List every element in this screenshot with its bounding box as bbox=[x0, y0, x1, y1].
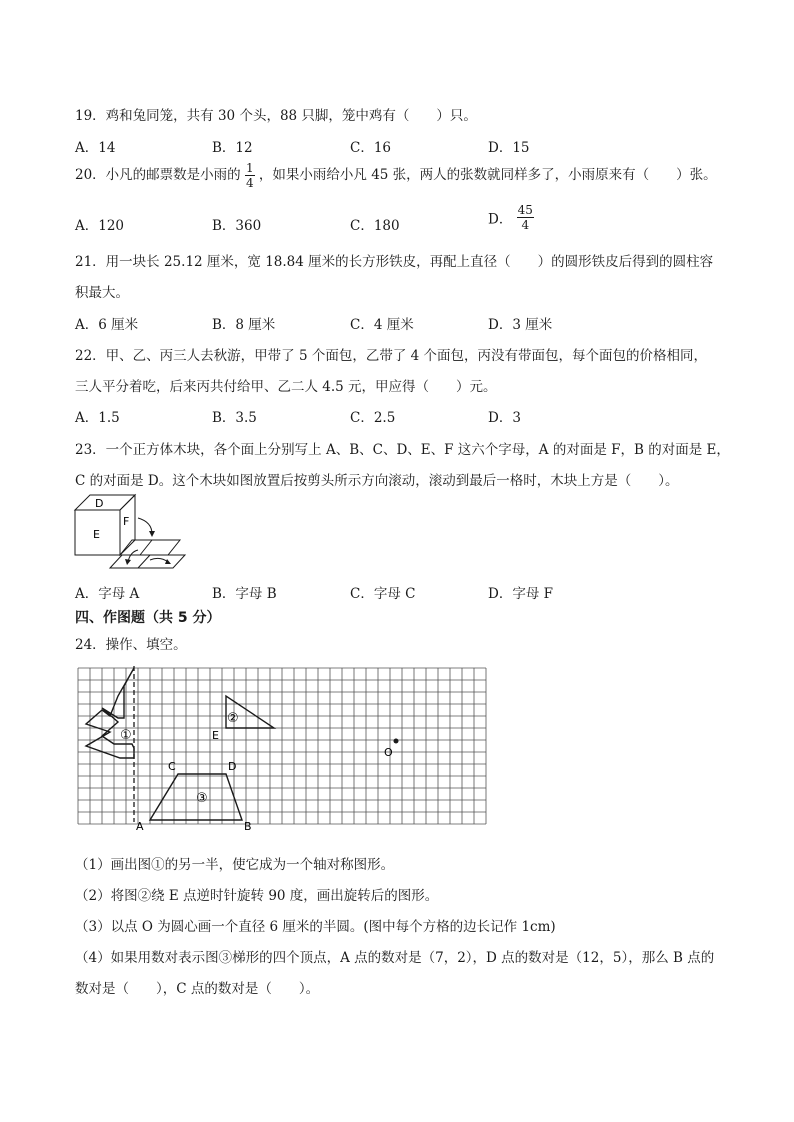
q21-option-d: D．3 厘米 bbox=[488, 317, 553, 333]
q21-option-c: C．4 厘米 bbox=[350, 317, 414, 333]
q20-option-d-label: D． bbox=[488, 211, 513, 228]
q22-option-b: B．3.5 bbox=[212, 410, 257, 426]
q19-option-c: C．16 bbox=[350, 140, 392, 156]
cube-label-top: D bbox=[95, 497, 104, 510]
q20-option-d-denominator: 4 bbox=[521, 218, 530, 232]
figure-3-label: ③ bbox=[196, 791, 208, 806]
question-22-line2: 三人平分着吃，后来丙共付给甲、乙二人 4.5 元，甲应得（ ）元。 bbox=[75, 379, 497, 395]
q20-option-d bbox=[488, 204, 534, 231]
cube-label-side: F bbox=[123, 515, 130, 528]
q20-text-after: ，如果小雨给小凡 45 张，两人的张数就同样多了，小雨原来有（ ）张。 bbox=[258, 167, 717, 183]
q21-option-b: B．8 厘米 bbox=[212, 317, 276, 333]
q20-option-d-numerator: 45 bbox=[517, 203, 533, 217]
q24-sub3: （3）以点 O 为圆心画一个直径 6 厘米的半圆。(图中每个方格的边长记作 1cm) bbox=[75, 919, 556, 935]
roll-arrowhead-2 bbox=[125, 559, 131, 565]
figure-1-label: ① bbox=[120, 728, 132, 743]
q22-option-a: A．1.5 bbox=[75, 410, 120, 426]
q24-sub4-line2: 数对是（ ），C 点的数对是（ ）。 bbox=[75, 981, 320, 997]
ground-cell-2 bbox=[110, 555, 185, 568]
ground-divider-2 bbox=[138, 555, 150, 568]
q19-option-d: D．15 bbox=[488, 140, 530, 156]
rolling-cube-figure bbox=[70, 490, 200, 572]
question-19-text: 19．鸡和兔同笼，共有 30 个头，88 只脚，笼中鸡有（ ）只。 bbox=[75, 108, 477, 124]
question-23-line1: 23．一个正方体木块，各个面上分别写上 A、B、C、D、E、F 这六个字母，A 的对面是 F，B 的对面是 E， bbox=[75, 442, 730, 458]
point-a-label: A bbox=[136, 820, 144, 833]
grid-figure bbox=[74, 664, 490, 836]
q20-option-b: B．360 bbox=[212, 218, 262, 234]
q24-sub1: （1）画出图①的另一半，使它成为一个轴对称图形。 bbox=[75, 857, 395, 873]
q20-text-before: 20．小凡的邮票数是小雨的 bbox=[75, 167, 241, 183]
point-o-dot bbox=[394, 739, 399, 744]
grid-lines bbox=[78, 668, 486, 824]
figure-2-label: ② bbox=[227, 711, 239, 726]
section-4-title: 四、作图题（共 5 分） bbox=[75, 610, 221, 626]
cube-top-face bbox=[75, 495, 135, 510]
q20-fraction-numerator: 1 bbox=[245, 161, 254, 175]
q22-option-d: D．3 bbox=[488, 410, 521, 426]
question-21-line2: 积最大。 bbox=[75, 285, 129, 301]
question-24-title: 24．操作、填空。 bbox=[75, 637, 187, 653]
q23-option-c: C．字母 C bbox=[350, 586, 416, 602]
q20-fraction bbox=[245, 162, 255, 189]
q19-option-b: B．12 bbox=[212, 140, 253, 156]
q20-fraction-denominator: 4 bbox=[245, 176, 254, 190]
q23-option-b: B．字母 B bbox=[212, 586, 277, 602]
q20-option-c: C．180 bbox=[350, 218, 400, 234]
roll-arrowhead-3 bbox=[165, 559, 171, 564]
q20-option-d-fraction bbox=[517, 204, 534, 231]
roll-arrow-3 bbox=[150, 558, 168, 562]
figure-1-half bbox=[86, 668, 134, 758]
point-c-label: C bbox=[168, 760, 176, 773]
ground-divider-1 bbox=[140, 540, 152, 555]
question-23-line2: C 的对面是 D。这个木块如图放置后按剪头所示方向滚动，滚动到最后一格时，木块上方是（ ）。 bbox=[75, 473, 679, 489]
q24-sub2: （2）将图②绕 E 点逆时针旋转 90 度，画出旋转后的图形。 bbox=[75, 888, 439, 904]
question-21-line1: 21．用一块长 25.12 厘米，宽 18.84 厘米的长方形铁皮，再配上直径（ ）的圆形铁皮后得到的圆柱容 bbox=[75, 254, 714, 270]
q21-option-a: A．6 厘米 bbox=[75, 317, 139, 333]
question-22-line1: 22．甲、乙、丙三人去秋游，甲带了 5 个面包，乙带了 4 个面包，丙没有带面包，每个面包的价格相同， bbox=[75, 348, 708, 364]
question-20-text bbox=[75, 162, 717, 189]
point-b-label: B bbox=[244, 820, 252, 833]
q20-option-a: A．120 bbox=[75, 218, 125, 234]
roll-arrowhead-1 bbox=[149, 531, 155, 537]
q23-option-a: A．字母 A bbox=[75, 586, 140, 602]
cube-label-front: E bbox=[93, 528, 100, 541]
point-e-label: E bbox=[212, 729, 219, 742]
q22-option-c: C．2.5 bbox=[350, 410, 396, 426]
q23-option-d: D．字母 F bbox=[488, 586, 553, 602]
point-o-label: O bbox=[384, 746, 393, 759]
point-d-label: D bbox=[228, 760, 237, 773]
q24-sub4-line1: （4）如果用数对表示图③梯形的四个顶点，A 点的数对是（7，2），D 点的数对是（12，5），那么 B 点的 bbox=[75, 950, 715, 966]
q19-option-a: A．14 bbox=[75, 140, 116, 156]
